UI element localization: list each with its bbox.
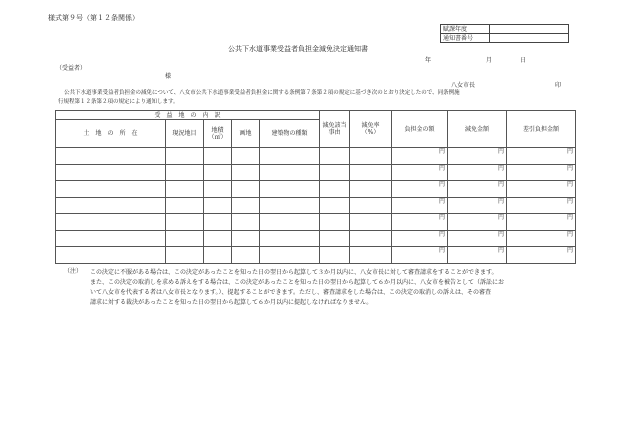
- table-row: 円 円 円: [56, 230, 576, 247]
- table-row: 円 円 円: [56, 214, 576, 231]
- area-header: 地積 （㎡）: [204, 120, 232, 148]
- table-row: 円 円 円: [56, 181, 576, 198]
- building-type-header: 建築物の種類: [260, 120, 320, 148]
- date-month: 月: [486, 57, 493, 64]
- page-title: 公共下水道事業受益者負担金減免決定通知書: [228, 45, 368, 53]
- intro-line-2: 行規程第１２条第２項の規定により通知します。: [58, 99, 179, 105]
- exemption-table: [55, 110, 576, 264]
- notes-label: （注）: [64, 268, 83, 275]
- notice-number-label: 通知書番号: [441, 34, 490, 43]
- table-row: 円 円 円: [56, 247, 576, 264]
- table-row: 円 円 円: [56, 164, 576, 181]
- land-breakdown-header: 受 益 地 の 内 訳: [56, 111, 320, 120]
- net-header: 差引負担金額: [507, 111, 576, 148]
- note-line-2: また、この決定の取消しを求める訴えをする場合は、この決定があったことを知った日の翌日から起算して６か月以内に、八女市を被告として（訴訟にお: [90, 279, 504, 286]
- date-day: 日: [520, 57, 527, 64]
- intro-line-1: 公共下水道事業受益者負担金の減免について、八女市公共下水道事業受益者負担金に関する条例第７条第２項の規定に基づき次のとおり決定したので、同条例施: [64, 90, 460, 96]
- notice-number-value: [490, 34, 569, 43]
- date-year: 年: [425, 57, 432, 64]
- lot-header: 画地: [232, 120, 260, 148]
- land-category-header: 現況地目: [166, 120, 204, 148]
- exemption-header: 減免金額: [448, 111, 507, 148]
- charge-header: 負担金の額: [392, 111, 448, 148]
- seal-mark: 印: [555, 82, 562, 89]
- table-row: 円 円 円: [56, 197, 576, 214]
- reason-header: 減免該当事由: [320, 111, 350, 148]
- note-line-3: いて八女市を代表する者は八女市長となります。）、提起することができます。ただし、審査請求をした場合は、この決定の取消しの訴えは、その審査: [90, 289, 492, 296]
- fiscal-year-label: 賦課年度: [441, 25, 490, 34]
- rate-header: 減免率 （%）: [350, 111, 392, 148]
- issuer: 八女市長: [451, 82, 476, 89]
- honorific: 様: [165, 73, 172, 80]
- table-row: 円 円 円: [56, 148, 576, 165]
- form-number: 様式第９号（第１２条関係）: [48, 14, 139, 22]
- meta-box: [440, 24, 569, 43]
- fiscal-year-value: [490, 25, 569, 34]
- note-line-1: この決定に不服がある場合は、この決定があったことを知った日の翌日から起算して３か月以内に、八女市長に対して審査請求をすることができます。: [90, 269, 498, 276]
- note-line-4: 請求に対する裁決があったことを知った日の翌日から起算して６か月以内に提起しなければなりません。: [90, 299, 373, 306]
- location-header: 土 地 の 所 在: [56, 120, 166, 148]
- notes-body: [90, 268, 610, 308]
- recipient-label: （受益者）: [56, 65, 87, 72]
